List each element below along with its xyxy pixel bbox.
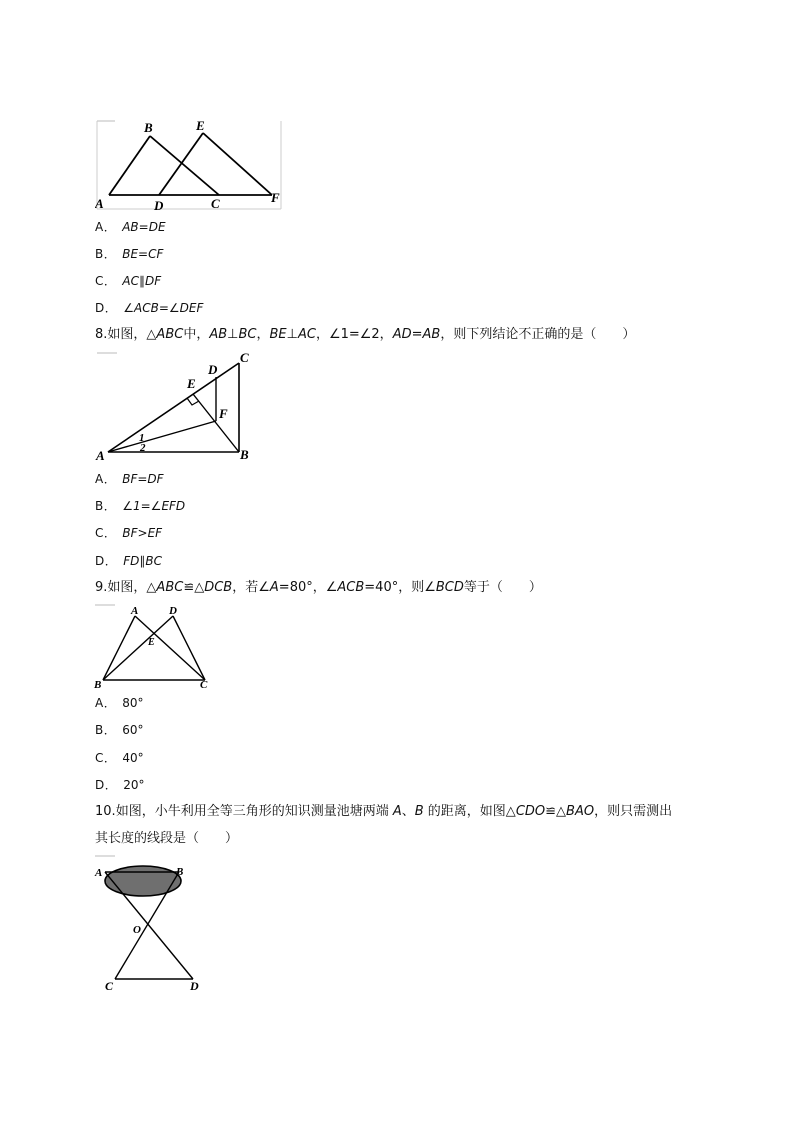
label-d: D [190, 979, 199, 993]
option-letter: D． [95, 778, 118, 792]
option-text: BF>EF [122, 526, 163, 540]
option-letter: C． [95, 526, 117, 540]
stem-math: A [392, 804, 402, 819]
segment-de [159, 133, 203, 195]
option-letter: D． [95, 301, 118, 315]
stem-math: AB [209, 327, 228, 342]
stem-text: ，则只需测出 [594, 804, 673, 819]
stem-text: ，则下列结论不正确的是（ ） [440, 327, 636, 342]
q8-option-c[interactable] [95, 525, 162, 541]
label-angle-1: 1 [139, 432, 145, 444]
q9-option-c[interactable] [95, 750, 144, 766]
stem-math: BE [269, 327, 287, 342]
label-angle-2: 2 [140, 442, 146, 454]
stem-math: AD [392, 327, 412, 342]
q10-number: 10. [95, 804, 116, 819]
option-letter: C． [95, 274, 117, 288]
label-b: B [144, 120, 153, 135]
stem-text: 如图， [107, 580, 147, 595]
segment-db [103, 616, 173, 680]
figure-q10 [93, 853, 208, 995]
stem-text: ，∠1=∠2， [315, 327, 393, 342]
pond-ellipse [105, 866, 184, 896]
option-text: ∠1=∠EFD [122, 499, 186, 513]
option-text: 20° [123, 778, 145, 792]
option-letter: B． [95, 247, 117, 261]
label-b: B [94, 679, 102, 691]
q8-option-d[interactable] [95, 553, 162, 569]
segment-ef [203, 133, 272, 195]
option-letter: B． [95, 499, 117, 513]
q9-number: 9. [95, 580, 108, 595]
q8-option-b[interactable] [95, 498, 185, 514]
option-letter: A． [95, 220, 117, 234]
stem-text: 、 [401, 804, 415, 819]
stem-text: ，若∠ [232, 580, 270, 595]
segment-bc [150, 136, 219, 195]
q8-option-a[interactable] [95, 471, 164, 487]
stem-text: 如图， [107, 327, 147, 342]
stem-text: △ [146, 327, 157, 342]
stem-text: 的距离，如图△ [423, 804, 516, 819]
option-text: BE=CF [122, 247, 164, 261]
figure-q7 [95, 115, 285, 215]
stem-math: BC [238, 327, 257, 342]
option-text: 60° [122, 723, 144, 737]
q9-option-d[interactable] [95, 777, 145, 793]
q10-stem-line-2 [95, 830, 238, 848]
q9-option-a[interactable] [95, 695, 144, 711]
q8-number: 8. [95, 327, 108, 342]
stem-math: A [269, 580, 279, 595]
stem-text: ， [256, 327, 270, 342]
label-b: B [240, 447, 249, 462]
stem-math: ABC [156, 327, 184, 342]
label-o: O [133, 924, 141, 936]
label-d: D [169, 605, 177, 617]
stem-math: ACB [337, 580, 365, 595]
label-a: A [95, 867, 103, 879]
option-text: ∠ACB=∠DEF [123, 301, 204, 315]
label-c: C [240, 350, 249, 365]
stem-text: ⊥ [227, 327, 239, 342]
label-d: D [154, 198, 164, 213]
stem-math: B [414, 804, 424, 819]
label-f: F [219, 406, 228, 421]
stem-text: 等于（ ） [463, 580, 542, 595]
stem-text: △ [194, 580, 205, 595]
stem-math: ABC [156, 580, 184, 595]
option-letter: B． [95, 723, 117, 737]
stem-text: ≌△ [545, 804, 567, 819]
figure-q9 [93, 602, 218, 692]
label-e: E [196, 118, 205, 133]
label-c: C [211, 196, 220, 211]
label-b: B [176, 866, 184, 878]
q7-option-b[interactable] [95, 246, 163, 262]
figure-q8 [95, 350, 265, 465]
label-d: D [208, 362, 218, 377]
stem-math: AB [422, 327, 441, 342]
q7-option-a[interactable] [95, 219, 166, 235]
stem-math: BAO [566, 804, 595, 819]
stem-math: BCD [435, 580, 464, 595]
stem-text: ≌ [183, 580, 195, 595]
segment-ac [135, 616, 205, 680]
stem-math: DCB [204, 580, 233, 595]
segment-ab [109, 136, 150, 195]
segment-dc [173, 616, 205, 680]
q8-stem [95, 326, 635, 344]
label-e: E [148, 637, 155, 648]
option-letter: C． [95, 751, 117, 765]
stem-math: AC [297, 327, 316, 342]
q10-stem-line-1 [95, 803, 672, 821]
q9-stem [95, 579, 542, 597]
option-text: AC∥DF [122, 274, 162, 288]
label-a: A [96, 448, 105, 463]
stem-math: CDO [515, 804, 546, 819]
stem-text: = [411, 327, 423, 342]
q9-option-b[interactable] [95, 722, 144, 738]
label-e: E [187, 376, 196, 391]
option-text: 80° [122, 696, 144, 710]
stem-text: ⊥ [286, 327, 298, 342]
option-letter: D． [95, 554, 118, 568]
label-f: F [271, 190, 280, 205]
q7-option-c[interactable] [95, 273, 161, 289]
option-text: FD∥BC [123, 554, 163, 568]
stem-text: △ [146, 580, 157, 595]
segment-ab [103, 616, 135, 680]
stem-text: =40°，则∠ [364, 580, 436, 595]
label-a: A [131, 605, 139, 617]
option-text: 40° [122, 751, 144, 765]
stem-text: 其长度的线段是（ ） [95, 831, 239, 846]
stem-text: =80°，∠ [278, 580, 338, 595]
label-a: A [95, 196, 104, 211]
stem-text: 中， [183, 327, 210, 342]
option-letter: A． [95, 472, 117, 486]
label-c: C [105, 979, 114, 993]
option-text: BF=DF [122, 472, 164, 486]
q7-option-d[interactable] [95, 300, 203, 316]
option-text: AB=DE [122, 220, 166, 234]
segment-af [108, 421, 216, 452]
option-letter: A． [95, 696, 117, 710]
label-c: C [200, 679, 208, 691]
stem-text: 如图，小牛利用全等三角形的知识测量池塘两端 [115, 804, 393, 819]
